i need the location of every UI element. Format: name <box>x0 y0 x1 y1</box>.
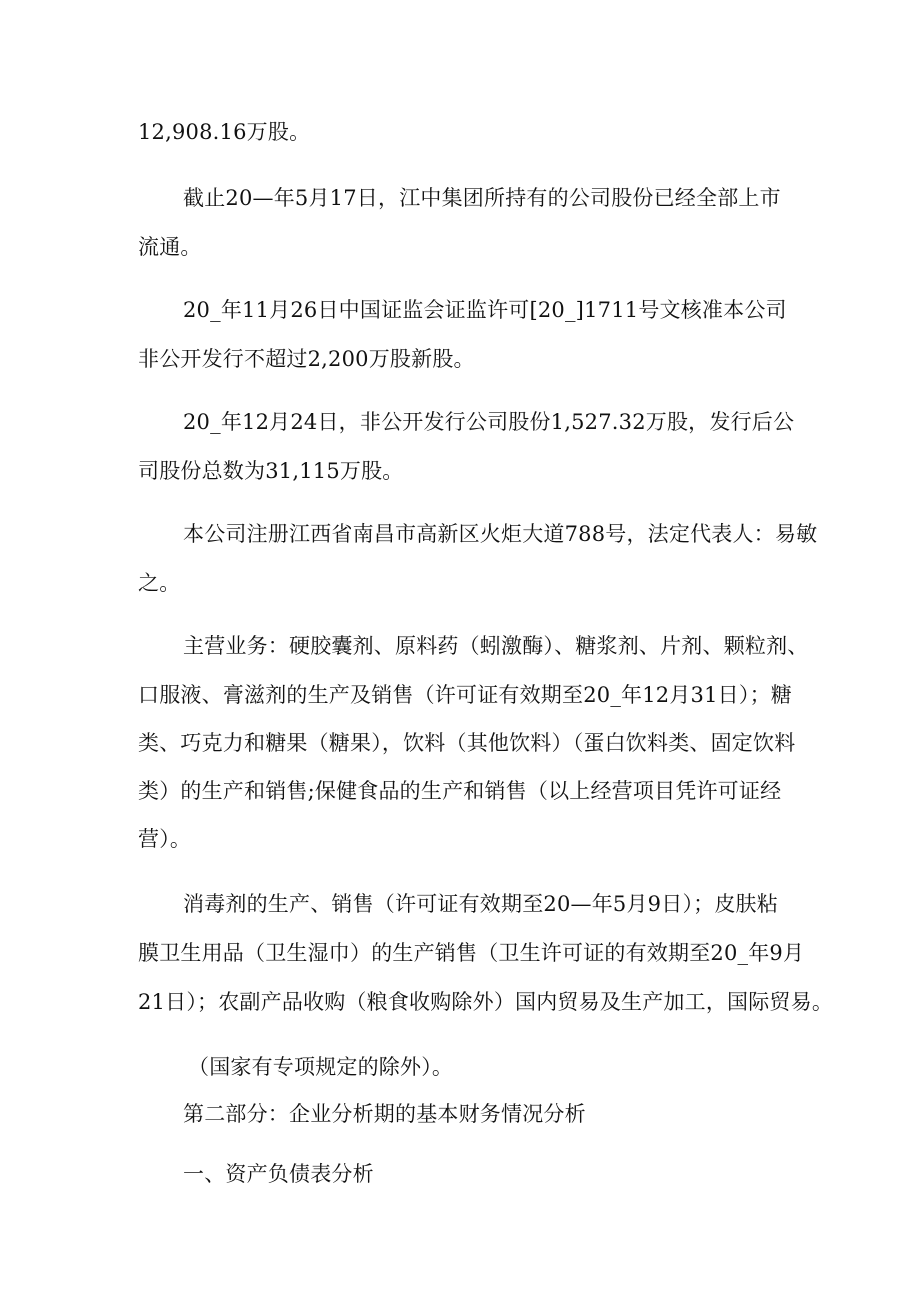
text-line: 消毒剂的生产、销售（许可证有效期至20—年5月9日）；皮肤粘 <box>183 892 778 916</box>
text-line: 营）。 <box>138 827 192 851</box>
text-line: 主营业务：硬胶囊剂、原料药（蚓激酶）、糖浆剂、片剂、颗粒剂、 <box>183 634 809 658</box>
text-line: 之。 <box>138 571 181 595</box>
text-line: 12,908.16万股。 <box>138 120 311 144</box>
subsection-heading: 一、资产负债表分析 <box>183 1162 374 1186</box>
text-line: 截止20—年5月17日，江中集团所持有的公司股份已经全部上市 <box>183 186 781 210</box>
text-line: 20_年11月26日中国证监会证监许可[20_]1711号文核准本公司 <box>183 298 787 322</box>
text-line: 膜卫生用品（卫生湿巾）的生产销售（卫生许可证的有效期至20_年9月 <box>138 941 805 965</box>
text-line: 20_年12月24日，非公开发行公司股份1,527.32万股，发行后公 <box>183 410 795 434</box>
text-line: 流通。 <box>138 235 202 259</box>
section-heading: 第二部分：企业分析期的基本财务情况分析 <box>183 1102 586 1126</box>
text-line: 本公司注册江西省南昌市高新区火炬大道788号，法定代表人：易敏 <box>183 522 818 546</box>
text-line: （国家有专项规定的除外）。 <box>188 1055 454 1079</box>
text-line: 21日）；农副产品收购（粮食收购除外）国内贸易及生产加工，国际贸易。 <box>138 990 834 1014</box>
text-line: 司股份总数为31,115万股。 <box>138 459 404 483</box>
text-line: 非公开发行不超过2,200万股新股。 <box>138 347 475 371</box>
text-line: 类、巧克力和糖果（糖果），饮料（其他饮料）（蛋白饮料类、固定饮料 <box>138 731 796 755</box>
text-line: 类）的生产和销售;保健食品的生产和销售（以上经营项目凭许可证经 <box>138 779 782 803</box>
text-line: 口服液、膏滋剂的生产及销售（许可证有效期至20_年12月31日）；糖 <box>138 683 792 707</box>
